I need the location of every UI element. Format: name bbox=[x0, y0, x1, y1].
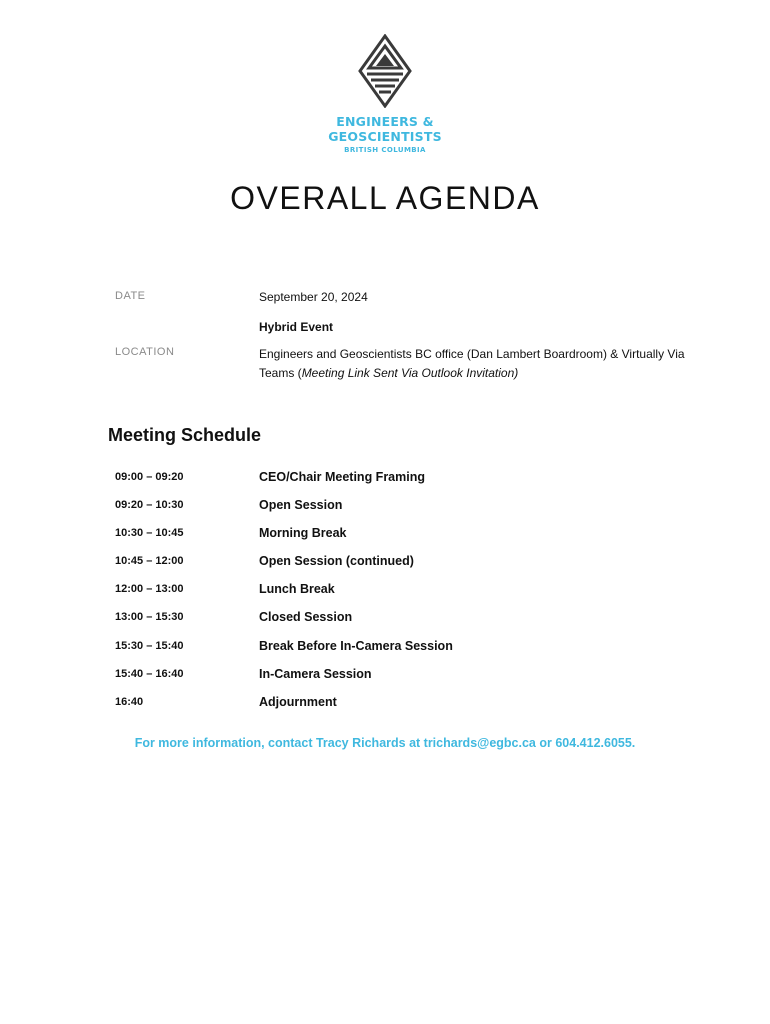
schedule-time: 10:30 – 10:45 bbox=[115, 527, 184, 540]
schedule-item: Morning Break bbox=[259, 526, 347, 541]
date-value: September 20, 2024 bbox=[259, 290, 368, 304]
schedule-time: 13:00 – 15:30 bbox=[115, 611, 184, 624]
schedule-item: In-Camera Session bbox=[259, 666, 372, 681]
schedule-row bbox=[0, 525, 770, 553]
logo-text-line2: GEOSCIENTISTS bbox=[328, 129, 442, 144]
page-title: OVERALL AGENDA bbox=[230, 180, 540, 216]
location-note: Meeting Link Sent Via Outlook Invitation) bbox=[301, 366, 519, 380]
schedule-time: 16:40 bbox=[115, 695, 144, 708]
organization-logo bbox=[0, 34, 770, 155]
location-value bbox=[259, 345, 699, 383]
schedule-row bbox=[0, 553, 770, 581]
contact-info: For more information, contact Tracy Richards at trichards@egbc.ca or 604.412.6055. bbox=[134, 736, 636, 750]
schedule-item: Open Session bbox=[259, 498, 343, 513]
schedule-row bbox=[0, 609, 770, 637]
schedule-row bbox=[0, 497, 770, 525]
schedule-heading: Meeting Schedule bbox=[108, 425, 262, 445]
schedule-time: 12:00 – 13:00 bbox=[115, 583, 184, 596]
location-label: LOCATION bbox=[115, 346, 175, 358]
schedule-item: CEO/Chair Meeting Framing bbox=[259, 470, 425, 484]
schedule-row bbox=[0, 694, 770, 722]
schedule-time: 15:30 – 15:40 bbox=[115, 639, 184, 652]
logo-text-line1: ENGINEERS & bbox=[336, 114, 434, 129]
schedule-time: 09:20 – 10:30 bbox=[115, 499, 184, 512]
schedule-row bbox=[0, 469, 770, 497]
schedule-item: Lunch Break bbox=[259, 582, 335, 597]
schedule-time: 10:45 – 12:00 bbox=[115, 555, 184, 568]
schedule-item: Open Session (continued) bbox=[259, 554, 414, 569]
date-label: DATE bbox=[115, 290, 146, 302]
schedule-item: Closed Session bbox=[259, 610, 353, 625]
schedule-row bbox=[0, 581, 770, 609]
schedule-list bbox=[0, 469, 770, 722]
schedule-item: Break Before In-Camera Session bbox=[259, 638, 453, 653]
location-text: Engineers and Geoscientists BC office (Dan Lambert Boardroom) & Virtually Via Teams ( bbox=[259, 347, 685, 380]
schedule-row bbox=[0, 638, 770, 666]
event-type: Hybrid Event bbox=[259, 320, 334, 334]
schedule-row bbox=[0, 666, 770, 694]
schedule-item: Adjournment bbox=[259, 694, 337, 709]
schedule-time: 15:40 – 16:40 bbox=[115, 667, 184, 680]
diamond-logo-icon bbox=[358, 34, 412, 108]
schedule-time: 09:00 – 09:20 bbox=[115, 471, 184, 483]
logo-text-line3: BRITISH COLUMBIA bbox=[344, 146, 426, 154]
